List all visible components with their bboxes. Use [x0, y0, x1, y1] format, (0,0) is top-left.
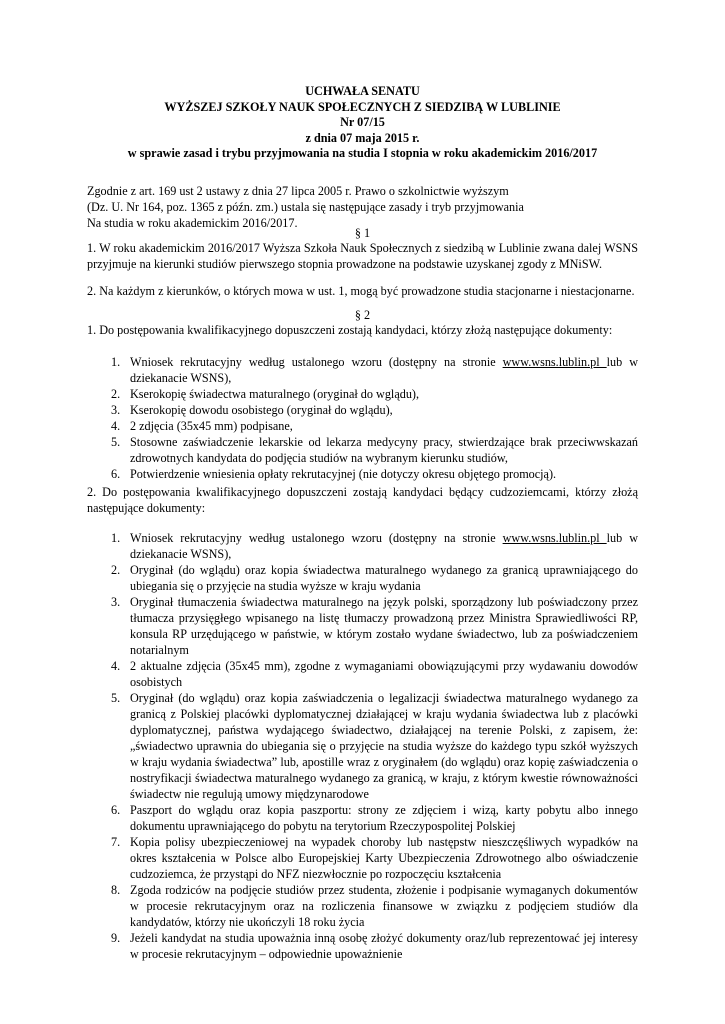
- list-item-text: Zgoda rodziców na podjęcie studiów przez studenta, złożenie i podpisanie wymaganych dokumentów w procesie rekrutacyjnym oraz na rozliczenia finansowe w związku z podjęciem studiów dla kandydatów, którzy nie ukończyli 18 roku życia: [130, 883, 638, 929]
- section-1-paragraph-2: 2. Na każdym z kierunków, o których mowa w ust. 1, mogą być prowadzone studia stacjonarne i niestacjonarne.: [87, 284, 635, 298]
- list-item-text: [130, 354, 638, 386]
- list-item-number: 2.: [111, 563, 121, 577]
- header-date: z dnia 07 maja 2015 r.: [305, 130, 420, 145]
- list-item: [87, 882, 638, 930]
- list-item-text: Potwierdzenie wniesienia opłaty rekrutacyjnej (nie dotyczy okresu objętego promocją).: [130, 467, 557, 481]
- list-item-number: 8.: [111, 883, 121, 897]
- website-link[interactable]: www.wsns.lublin.pl: [502, 355, 607, 369]
- documents-list-foreign: [87, 530, 638, 962]
- header-institution: WYŻSZEJ SZKOŁY NAUK SPOŁECZNYCH Z SIEDZIBĄ W LUBLINIE: [164, 99, 561, 114]
- list-item-text: 2 aktualne zdjęcia (35x45 mm), zgodne z wymaganiami obowiązującymi przy wydawaniu dowodów osobistych: [130, 659, 638, 689]
- list-item: [87, 930, 638, 962]
- section-2-paragraph-2: 2. Do postępowania kwalifikacyjnego dopuszczeni zostają kandydaci będący cudzoziemcami, którzy złożą następujące dokumenty:: [87, 485, 638, 515]
- list-item-text: Paszport do wglądu oraz kopia paszportu: strony ze zdjęciem i wizą, karty pobytu albo innego dokumentu uprawniającego do pobytu na terytorium Rzeczypospolitej Polskiej: [130, 803, 638, 833]
- list-item: [87, 658, 638, 690]
- section-1-mark: § 1: [354, 226, 371, 240]
- header-number: Nr 07/15: [340, 115, 385, 129]
- list-item: [87, 690, 638, 802]
- intro-line: Na studia w roku akademickim 2016/2017.: [87, 216, 298, 230]
- list-item-number: 2.: [111, 387, 121, 401]
- list-item: [87, 354, 638, 386]
- list-item-number: 3.: [111, 595, 121, 609]
- list-item: [87, 594, 638, 658]
- list-item-number: 6.: [111, 803, 121, 817]
- list-item-text-part: lub w dziekanacie WSNS),: [130, 531, 638, 561]
- header-title: UCHWAŁA SENATU: [305, 84, 420, 98]
- section-2-paragraph-1: 1. Do postępowania kwalifikacyjnego dopuszczeni zostają kandydaci, którzy złożą następujące dokumenty:: [87, 323, 613, 337]
- list-item-number: 1.: [111, 531, 121, 545]
- list-item-text: Kserokopię świadectwa maturalnego (oryginał do wglądu),: [130, 387, 420, 401]
- list-item-number: 9.: [111, 931, 121, 945]
- intro-line: (Dz. U. Nr 164, poz. 1365 z późn. zm.) ustala się następujące zasady i tryb przyjmowania: [87, 200, 524, 214]
- list-item-number: 3.: [111, 403, 121, 417]
- list-item: [87, 434, 638, 466]
- documents-list-domestic: [87, 354, 638, 482]
- list-item-text: [130, 530, 638, 562]
- intro-line: Zgodnie z art. 169 ust 2 ustawy z dnia 27 lipca 2005 r. Prawo o szkolnictwie wyższym: [87, 184, 509, 198]
- section-1-paragraph-1: 1. W roku akademickim 2016/2017 Wyższa Szkoła Nauk Społecznych z siedzibą w Lublinie zwana dalej WSNS przyjmuje na kierunki studiów pierwszego stopnia prowadzone na podstawie uzyskanej zgody z MNiSW.: [87, 241, 638, 271]
- resolution-header: [0, 84, 725, 162]
- list-item: [87, 834, 638, 882]
- list-item-text: Stosowne zaświadczenie lekarskie od lekarza medycyny pracy, stwierdzające brak przeciwwskazań zdrowotnych kandydata do podjęcia studiów na wybranym kierunku studiów,: [130, 435, 638, 465]
- list-item-text-part: Wniosek rekrutacyjny według ustalonego wzoru (dostępny na stronie: [130, 531, 503, 545]
- list-item-text-part: Wniosek rekrutacyjny według ustalonego wzoru (dostępny na stronie: [130, 355, 503, 369]
- list-item-text: Kserokopię dowodu osobistego (oryginał do wglądu),: [130, 403, 393, 417]
- list-item-number: 5.: [111, 691, 121, 705]
- list-item: [87, 802, 638, 834]
- list-item-number: 7.: [111, 835, 121, 849]
- section-2-mark: § 2: [354, 308, 371, 322]
- list-item-number: 4.: [111, 659, 121, 673]
- list-item-text: Jeżeli kandydat na studia upoważnia inną osobę złożyć dokumenty oraz/lub reprezentować jej interesy w procesie rekrutacyjnym – odpowiednie upoważnienie: [130, 931, 638, 961]
- list-item-text: Oryginał (do wglądu) oraz kopia zaświadczenia o legalizacji świadectwa maturalnego wydanego za granicą z Polskiej placówki dyplomatycznej działającej w kraju wydania świadectwa lub z placówki dyplomatycznej, państwa wydającego świadectwo, działającej na terenie Polski, z zapisem, że: „świadectwo uprawnia do ubiegania się o przyjęcie na studia wyższe do każdego typu szkół wyższych w kraju wydania świadectwa” lub, apostille wraz z oryginałem (do wglądu) oraz kopię zaświadczenia o nostryfikacji świadectwa maturalnego wydanego za granicą, w kraju, z którym kwestie równoważności świadectw nie regulują umowy międzynarodowe: [130, 691, 638, 801]
- list-item-text: Oryginał tłumaczenia świadectwa maturalnego na język polski, sporządzony lub poświadczony przez tłumacza przysięgłego wpisanego na listę tłumaczy prowadzoną przez Ministra Sprawiedliwości RP, konsula RP urzędującego w państwie, w którym zostało wydane świadectwo, lub za poświadczeniem notarialnym: [130, 595, 638, 657]
- list-item-number: 6.: [111, 467, 121, 481]
- header-subject: w sprawie zasad i trybu przyjmowania na studia I stopnia w roku akademickim 2016/2017: [127, 146, 598, 160]
- list-item: [87, 386, 638, 402]
- list-item-text: Oryginał (do wglądu) oraz kopia świadectwa maturalnego wydanego za granicą uprawniającego do ubiegania się o przyjęcie na studia wyższe w kraju wydania: [130, 563, 638, 593]
- list-item-text-part: lub w dziekanacie WSNS),: [130, 355, 638, 385]
- list-item: [87, 530, 638, 562]
- list-item-text: 2 zdjęcia (35x45 mm) podpisane,: [130, 419, 293, 433]
- intro-paragraph: [87, 183, 638, 231]
- list-item: [87, 562, 638, 594]
- list-item: [87, 466, 638, 482]
- list-item-text: Kopia polisy ubezpieczeniowej na wypadek choroby lub następstw nieszczęśliwych wypadków na okres kształcenia w Polsce albo Europejskiej Karty Ubezpieczenia Zdrowotnego albo oświadczenie cudzoziemca, że przystąpi do NFZ niezwłocznie po rozpoczęciu kształcenia: [130, 835, 638, 881]
- list-item-number: 5.: [111, 435, 121, 449]
- website-link[interactable]: www.wsns.lublin.pl: [502, 531, 607, 545]
- list-item-number: 1.: [111, 355, 121, 369]
- list-item: [87, 402, 638, 418]
- list-item-number: 4.: [111, 419, 121, 433]
- list-item: [87, 418, 638, 434]
